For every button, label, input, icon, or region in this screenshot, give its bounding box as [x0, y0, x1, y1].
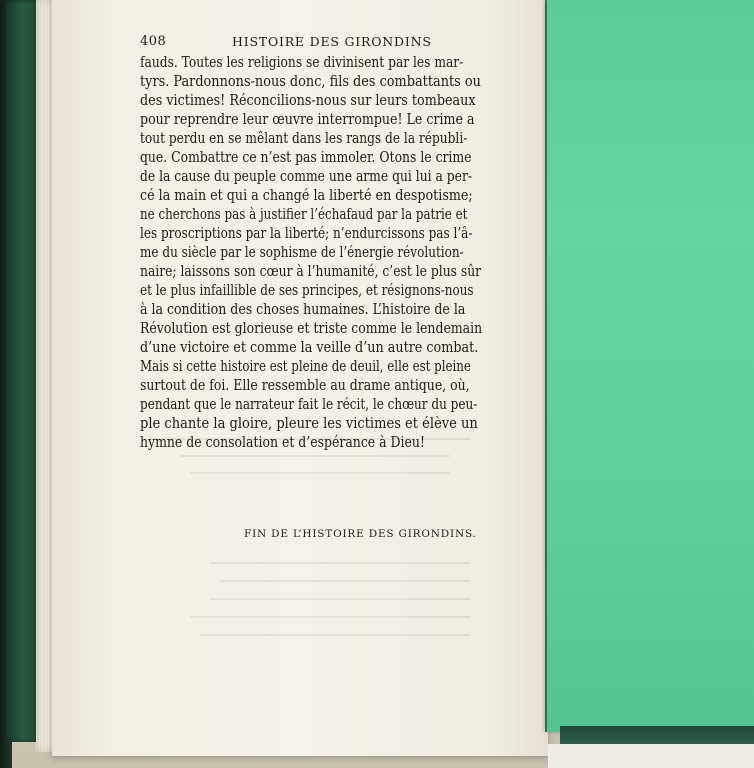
page-text-block — [140, 34, 540, 540]
text-line: pour reprendre leur œuvre interrompue! Le crime a — [140, 112, 475, 128]
end-note: FIN DE L’HISTOIRE DES GIRONDINS. — [244, 528, 477, 540]
text-line: et le plus infaillible de ses principes, et résignons-nous — [140, 283, 474, 299]
text-line: d’une victoire et comme la veille d’un autre combat. — [140, 340, 479, 356]
text-line: ple chante la gloire, pleure les victimes et élève un — [140, 416, 478, 432]
show-through-text — [210, 562, 470, 564]
text-line: tout perdu en se mêlant dans les rangs de la républi- — [140, 131, 468, 147]
green-endpaper — [547, 0, 754, 732]
text-line: me du siècle par le sophisme de l’énergie révolution- — [140, 245, 464, 261]
show-through-text — [200, 634, 470, 636]
show-through-text — [210, 598, 470, 600]
table-strip — [548, 744, 754, 768]
text-line: pendant que le narrateur fait le récit, le chœur du peu- — [140, 397, 478, 413]
show-through-text — [190, 616, 470, 618]
text-line: fauds. Toutes les religions se divinisent par les mar- — [140, 55, 464, 71]
text-line: de la cause du peuple comme une arme qui lui a per- — [140, 169, 473, 185]
text-line: des victimes! Réconcilions-nous sur leurs tombeaux — [140, 93, 476, 109]
text-line: les proscriptions par la liberté; n’endurcissons pas l’â- — [140, 226, 473, 242]
text-line: que. Combattre ce n’est pas immoler. Otons le crime — [140, 150, 472, 166]
text-line: Révolution est glorieuse et triste comme le lendemain — [140, 321, 483, 337]
show-through-text — [220, 580, 470, 582]
text-line: hymne de consolation et d’espérance à Dieu! — [140, 435, 425, 451]
text-line: Mais si cette histoire est pleine de deuil, elle est pleine — [140, 359, 471, 375]
text-line: naire; laissons son cœur à l’humanité, c’est le plus sûr — [140, 264, 482, 280]
page-header — [140, 34, 540, 54]
text-line: à la condition des choses humaines. L’histoire de la — [140, 302, 466, 318]
page-number: 408 — [140, 34, 167, 49]
text-line: cé la main et qui a changé la liberté en despotisme; — [140, 188, 473, 204]
text-line: tyrs. Pardonnons-nous donc, fils des combattants ou — [140, 74, 481, 90]
show-through-text — [180, 455, 450, 457]
running-head: HISTOIRE DES GIRONDINS — [232, 34, 432, 49]
show-through-text — [190, 472, 450, 474]
cover-board-edge — [560, 726, 754, 744]
text-line: surtout de foi. Elle ressemble au drame antique, où, — [140, 378, 470, 394]
text-line: ne cherchons pas à justifier l’échafaud par la patrie et — [140, 207, 468, 223]
